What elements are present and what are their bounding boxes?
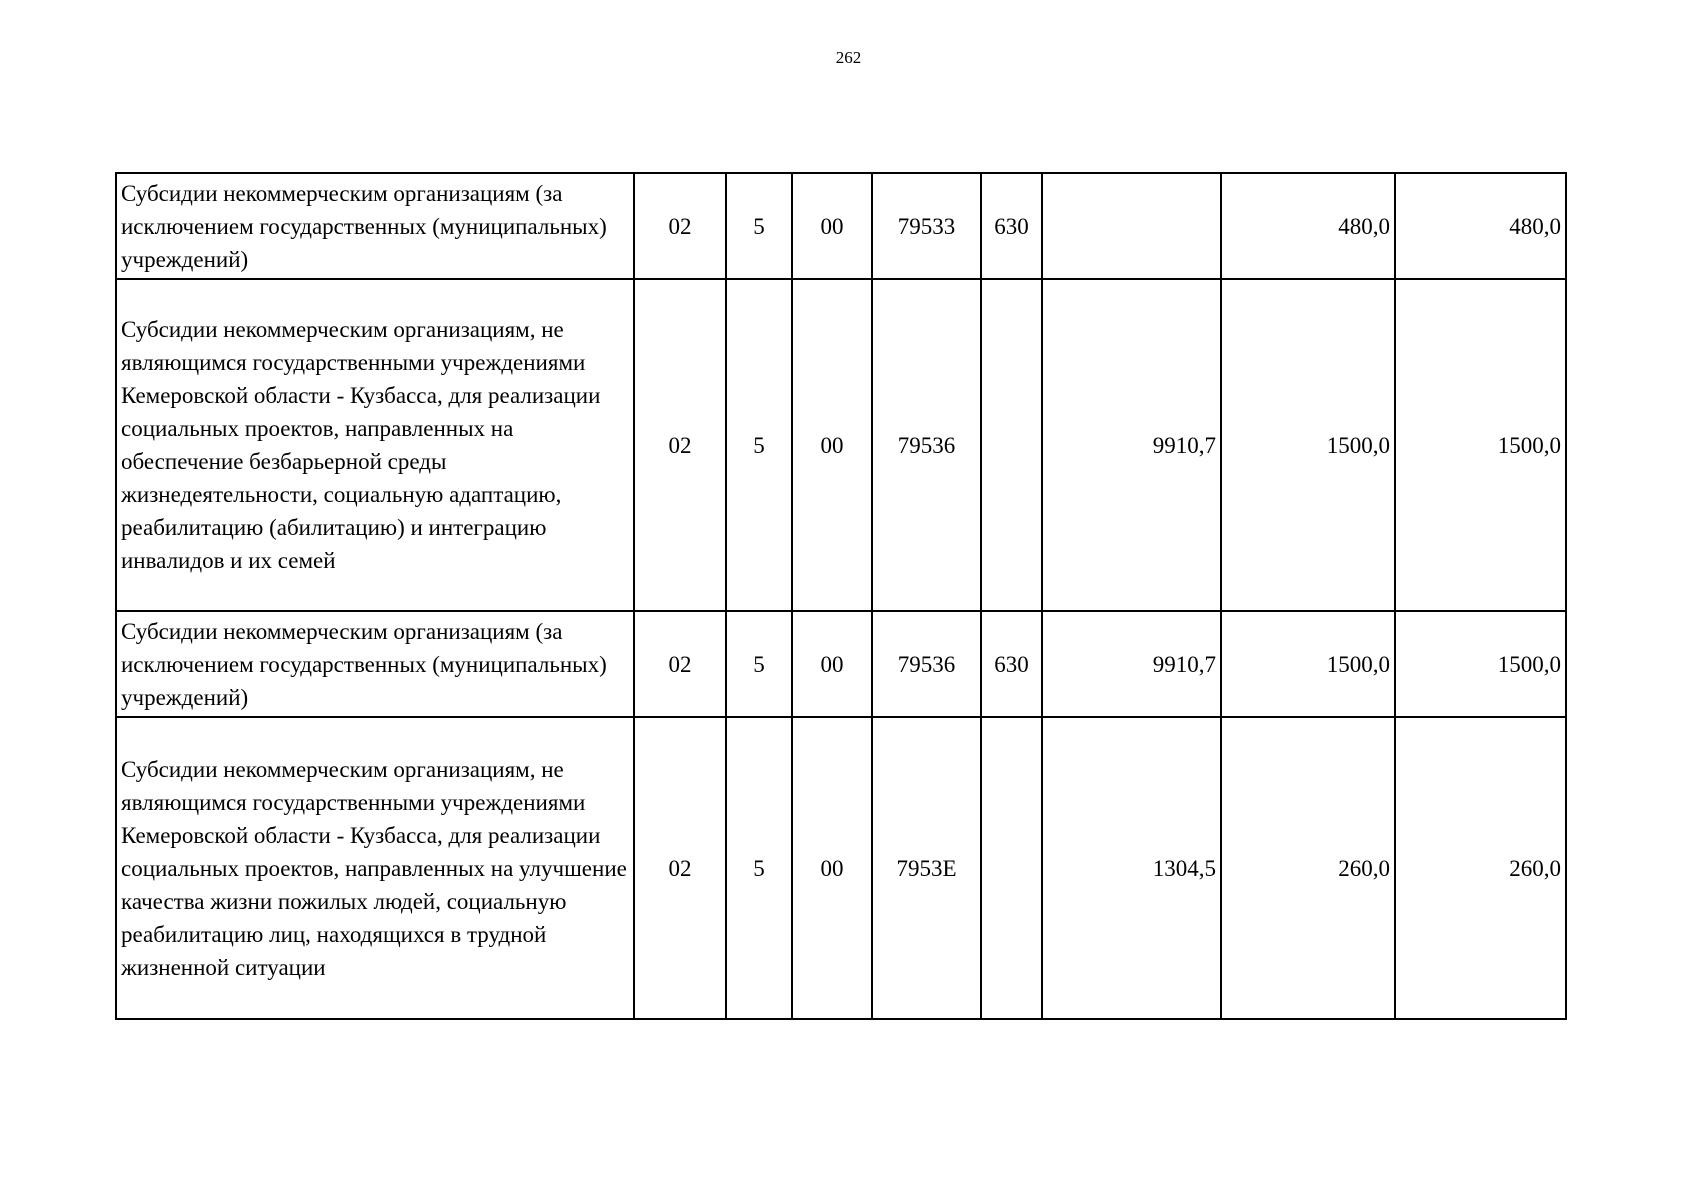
- row-name-cell: Субсидии некоммерческим организациям (за исключением государственных (муниципальных) учреждений): [116, 173, 634, 279]
- direction-cell: 79536: [872, 279, 981, 611]
- subprogram-cell: 5: [726, 173, 792, 279]
- expense-type-cell: [981, 717, 1042, 1019]
- sum-1-cell: 9910,7: [1042, 279, 1221, 611]
- budget-table: [115, 172, 1567, 1020]
- table-row: [116, 173, 1566, 279]
- main-event-cell: 00: [792, 717, 872, 1019]
- sum-2-cell: 480,0: [1221, 173, 1395, 279]
- sum-3-cell: 1500,0: [1395, 611, 1566, 717]
- subprogram-cell: 5: [726, 717, 792, 1019]
- sum-1-cell: 9910,7: [1042, 611, 1221, 717]
- table-row: [116, 611, 1566, 717]
- sum-1-cell: [1042, 173, 1221, 279]
- subprogram-cell: 5: [726, 279, 792, 611]
- sum-3-cell: 1500,0: [1395, 279, 1566, 611]
- section-cell: 02: [634, 173, 726, 279]
- expense-type-cell: 630: [981, 173, 1042, 279]
- subprogram-cell: 5: [726, 611, 792, 717]
- main-event-cell: 00: [792, 279, 872, 611]
- table-row: [116, 279, 1566, 611]
- section-cell: 02: [634, 717, 726, 1019]
- sum-1-cell: 1304,5: [1042, 717, 1221, 1019]
- sum-2-cell: 1500,0: [1221, 611, 1395, 717]
- direction-cell: 7953Е: [872, 717, 981, 1019]
- expense-type-cell: [981, 279, 1042, 611]
- table-row: [116, 717, 1566, 1019]
- row-name-cell: Субсидии некоммерческим организациям (за исключением государственных (муниципальных) учреждений): [116, 611, 634, 717]
- page-number: 262: [835, 48, 862, 67]
- row-name-cell: Субсидии некоммерческим организациям, не являющимся государственными учреждениями Кемеровской области - Кузбасса, для реализации социальных проектов, направленных на обеспечение безбарьерной среды жизнедеятельности, социальную адаптацию, реабилитацию (абилитацию) и интеграцию инвалидов и их семей: [116, 279, 634, 611]
- expense-type-cell: 630: [981, 611, 1042, 717]
- sum-2-cell: 1500,0: [1221, 279, 1395, 611]
- direction-cell: 79536: [872, 611, 981, 717]
- main-event-cell: 00: [792, 173, 872, 279]
- direction-cell: 79533: [872, 173, 981, 279]
- section-cell: 02: [634, 611, 726, 717]
- section-cell: 02: [634, 279, 726, 611]
- sum-3-cell: 480,0: [1395, 173, 1566, 279]
- sum-2-cell: 260,0: [1221, 717, 1395, 1019]
- row-name-cell: Субсидии некоммерческим организациям, не являющимся государственными учреждениями Кемеровской области - Кузбасса, для реализации социальных проектов, направленных на улучшение качества жизни пожилых людей, социальную реабилитацию лиц, находящихся в трудной жизненной ситуации: [116, 717, 634, 1019]
- sum-3-cell: 260,0: [1395, 717, 1566, 1019]
- main-event-cell: 00: [792, 611, 872, 717]
